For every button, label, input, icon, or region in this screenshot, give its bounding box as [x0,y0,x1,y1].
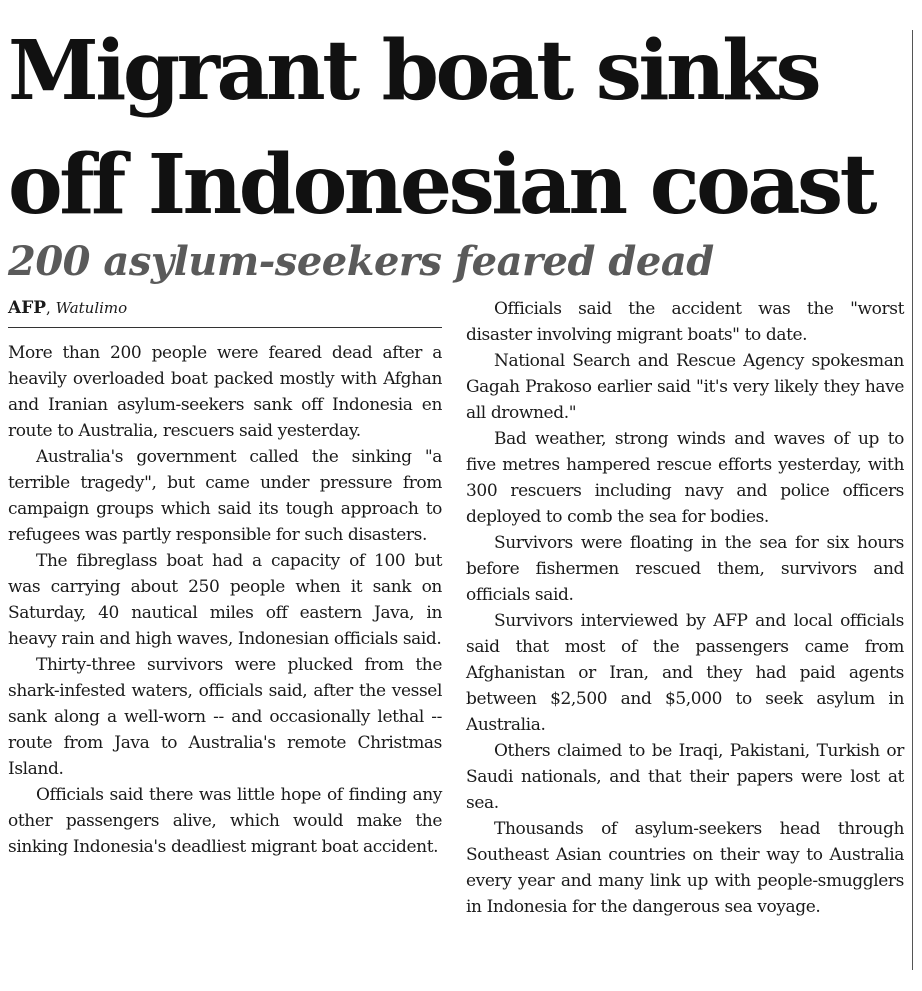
paragraph: Survivors interviewed by AFP and local officials said that most of the passengers came from Afghanistan or Iran, and they had paid agents between $2,500 and $5,000 to seek asylum in Australia. [466,611,904,735]
paragraph: Bad weather, strong winds and waves of up to five metres hampered rescue efforts yesterday, with 300 rescuers including navy and police officers deployed to comb the sea for bodies. [466,429,904,527]
byline: AFP, Watulimo [8,298,442,328]
paragraph: Officials said the accident was the "worst disaster involving migrant boats" to date. [466,299,904,345]
paragraph: Survivors were floating in the sea for six hours before fishermen rescued them, survivors and officials said. [466,533,904,605]
article-column-right [466,296,904,920]
headline [8,14,874,242]
paragraph: Thirty-three survivors were plucked from the shark-infested waters, officials said, after the vessel sank along a well-worn -- and occasionally lethal -- route from Java to Australia's remote Christmas Island. [8,655,442,779]
paragraph: More than 200 people were feared dead after a heavily overloaded boat packed mostly with Afghan and Iranian asylum-seekers sank off Indonesia en route to Australia, rescuers said yesterday. [8,343,442,441]
paragraph: Australia's government called the sinking "a terrible tragedy", but came under pressure from campaign groups which said its tough approach to refugees was partly responsible for such disasters. [8,447,442,545]
paragraph: The fibreglass boat had a capacity of 100 but was carrying about 250 people when it sank on Saturday, 40 nautical miles off eastern Java, in heavy rain and high waves, Indonesian officials said. [8,551,442,649]
paragraph: Others claimed to be Iraqi, Pakistani, Turkish or Saudi nationals, and that their papers were lost at sea. [466,741,904,813]
paragraph: Thousands of asylum-seekers head through Southeast Asian countries on their way to Australia every year and many link up with people-smugglers in Indonesia for the dangerous sea voyage. [466,819,904,917]
column-rule [912,30,913,970]
byline-agency: AFP [8,298,47,318]
headline-line-2: off Indonesian coast [8,137,874,233]
subheadline: 200 asylum-seekers feared dead [8,238,714,285]
headline-line-1: Migrant boat sinks [8,23,819,119]
paragraph: Officials said there was little hope of finding any other passengers alive, which would make the sinking Indonesia's deadliest migrant boat accident. [8,785,442,857]
article-column-left [8,340,442,860]
byline-dateline: Watulimo [55,299,128,317]
paragraph: National Search and Rescue Agency spokesman Gagah Prakoso earlier said "it's very likely they have all drowned." [466,351,904,423]
